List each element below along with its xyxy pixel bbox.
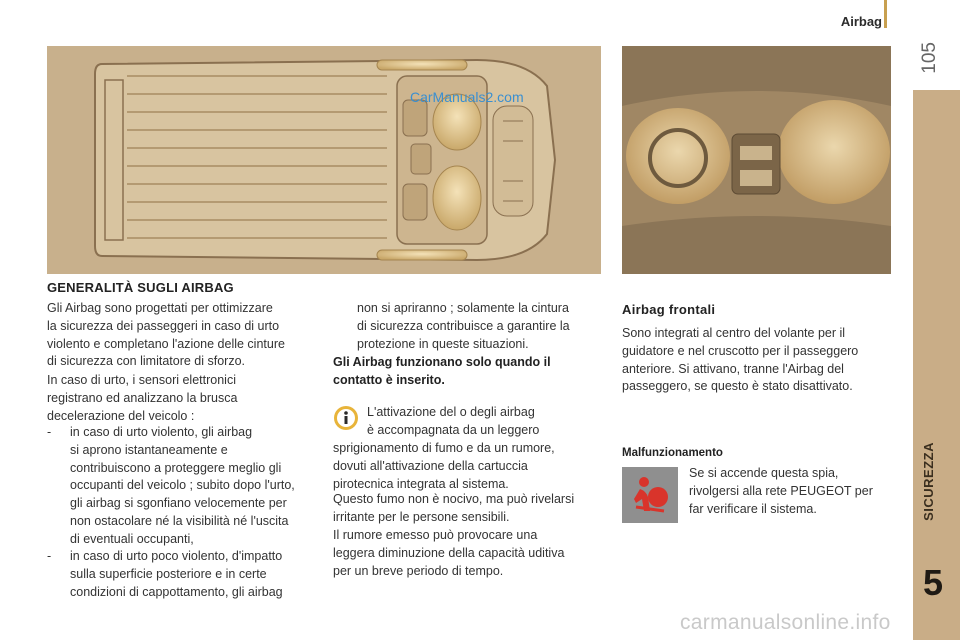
noise-paragraph: [333, 527, 608, 580]
frontal-paragraph: [622, 325, 897, 396]
list-item-violent: [47, 424, 322, 550]
malfunction-line: rivolgersi alla rete PEUGEOT per: [689, 483, 873, 498]
continuation-line: protezione in queste situazioni.: [357, 336, 529, 351]
continuation-paragraph: [357, 300, 607, 353]
list-item-mild: [47, 548, 322, 604]
malfunction-line: far verificare il sistema.: [689, 501, 817, 516]
dashboard-airbag-illustration: [622, 46, 891, 274]
intro-paragraph: [47, 300, 317, 371]
malfunction-paragraph: [689, 465, 904, 518]
list-dash: -: [47, 549, 52, 563]
info-line: sprigionamento di fumo e da un rumore,: [333, 441, 555, 455]
info-line: L'attivazione del o degli airbag: [367, 405, 535, 419]
frontal-line: guidatore e nel cruscotto per il passeggero: [622, 343, 859, 358]
intro-line: la sicurezza dei passeggeri in caso di urto: [47, 318, 280, 333]
frontal-line: anteriore. Si attivano, tranne l'Airbag del: [622, 361, 844, 376]
list-item-text: [70, 424, 295, 549]
airbag-warning-icon: [622, 467, 678, 523]
chapter-label: SICUREZZA: [921, 442, 936, 521]
frontal-airbag-heading: Airbag frontali: [622, 302, 716, 317]
info-line: è accompagnata da un leggero: [367, 422, 540, 437]
ignition-line: Gli Airbag funzionano solo quando il: [333, 355, 551, 369]
list-line: in caso di urto violento, gli airbag: [70, 425, 253, 439]
list-line: gli airbag si sgonfiano velocemente per: [70, 496, 287, 511]
smoke-line: irritante per le persone sensibili.: [333, 509, 510, 524]
list-line: contribuiscono a proteggere meglio gli: [70, 460, 282, 475]
van-top-view-drawing: [47, 46, 601, 274]
page-number: 105: [919, 42, 940, 74]
smoke-line: Questo fumo non è nocivo, ma può rivelarsi: [333, 492, 575, 506]
list-line: in caso di urto poco violento, d'impatto: [70, 549, 283, 563]
continuation-line: di sicurezza contribuisce a garantire la: [357, 318, 570, 333]
sensor-line: registrano ed analizzano la brusca: [47, 390, 238, 405]
ignition-line: contatto è inserito.: [333, 372, 445, 387]
sensor-line: In caso di urto, i sensori elettronici: [47, 373, 236, 387]
sensor-paragraph: [47, 372, 317, 425]
list-line: si aprono istantaneamente e: [70, 442, 228, 457]
malfunction-line: Se si accende questa spia,: [689, 466, 839, 480]
header-accent-bar: [884, 0, 887, 28]
smoke-paragraph: [333, 491, 608, 527]
chapter-tab: [913, 90, 960, 640]
airbag-warning-light-icon: [622, 467, 678, 523]
info-line: dovuti all'attivazione della cartuccia: [333, 458, 528, 473]
ignition-note: [333, 354, 603, 390]
intro-line: violento e completano l'azione delle cinture: [47, 336, 285, 351]
list-item-text: [70, 548, 283, 601]
footer-watermark: carmanualsonline.info: [680, 611, 891, 634]
continuation-line: non si apriranno ; solamente la cintura: [357, 301, 569, 315]
noise-line: leggera diminuzione della capacità uditiva: [333, 545, 565, 560]
frontal-line: passeggero, se questo è stato disattivato.: [622, 379, 853, 394]
sensor-line: decelerazione del veicolo :: [47, 408, 195, 423]
top-watermark: CarManuals2.com: [410, 89, 524, 105]
frontal-line: Sono integrati al centro del volante per il: [622, 326, 846, 340]
section-title: Airbag: [840, 14, 882, 29]
info-icon: [333, 404, 359, 432]
info-line: pirotecnica integrata al sistema.: [333, 476, 509, 491]
noise-line: Il rumore emesso può provocare una: [333, 528, 538, 542]
intro-line: di sicurezza con limitatore di sforzo.: [47, 354, 245, 369]
list-line: occupanti del veicolo ; subito dopo l'urto,: [70, 478, 295, 493]
chapter-number: 5: [923, 562, 944, 603]
dashboard-drawing: [622, 46, 891, 274]
list-dash: -: [47, 425, 52, 439]
info-lines: [333, 440, 608, 493]
list-line: condizioni di cappottamento, gli airbag: [70, 584, 283, 599]
list-line: di eventuali occupanti,: [70, 531, 194, 546]
list-line: sulla superficie posteriore e in certe: [70, 566, 267, 581]
malfunction-heading: Malfunzionamento: [622, 447, 723, 459]
intro-line: Gli Airbag sono progettati per ottimizzare: [47, 301, 273, 315]
van-airbag-illustration: [47, 46, 601, 274]
info-lines-indented: [367, 404, 607, 440]
list-line: non ostacolare né la visibilità né l'uscita: [70, 513, 289, 528]
noise-line: per un breve periodo di tempo.: [333, 563, 504, 578]
section-heading: GENERALITÀ SUGLI AIRBAG: [47, 280, 234, 295]
